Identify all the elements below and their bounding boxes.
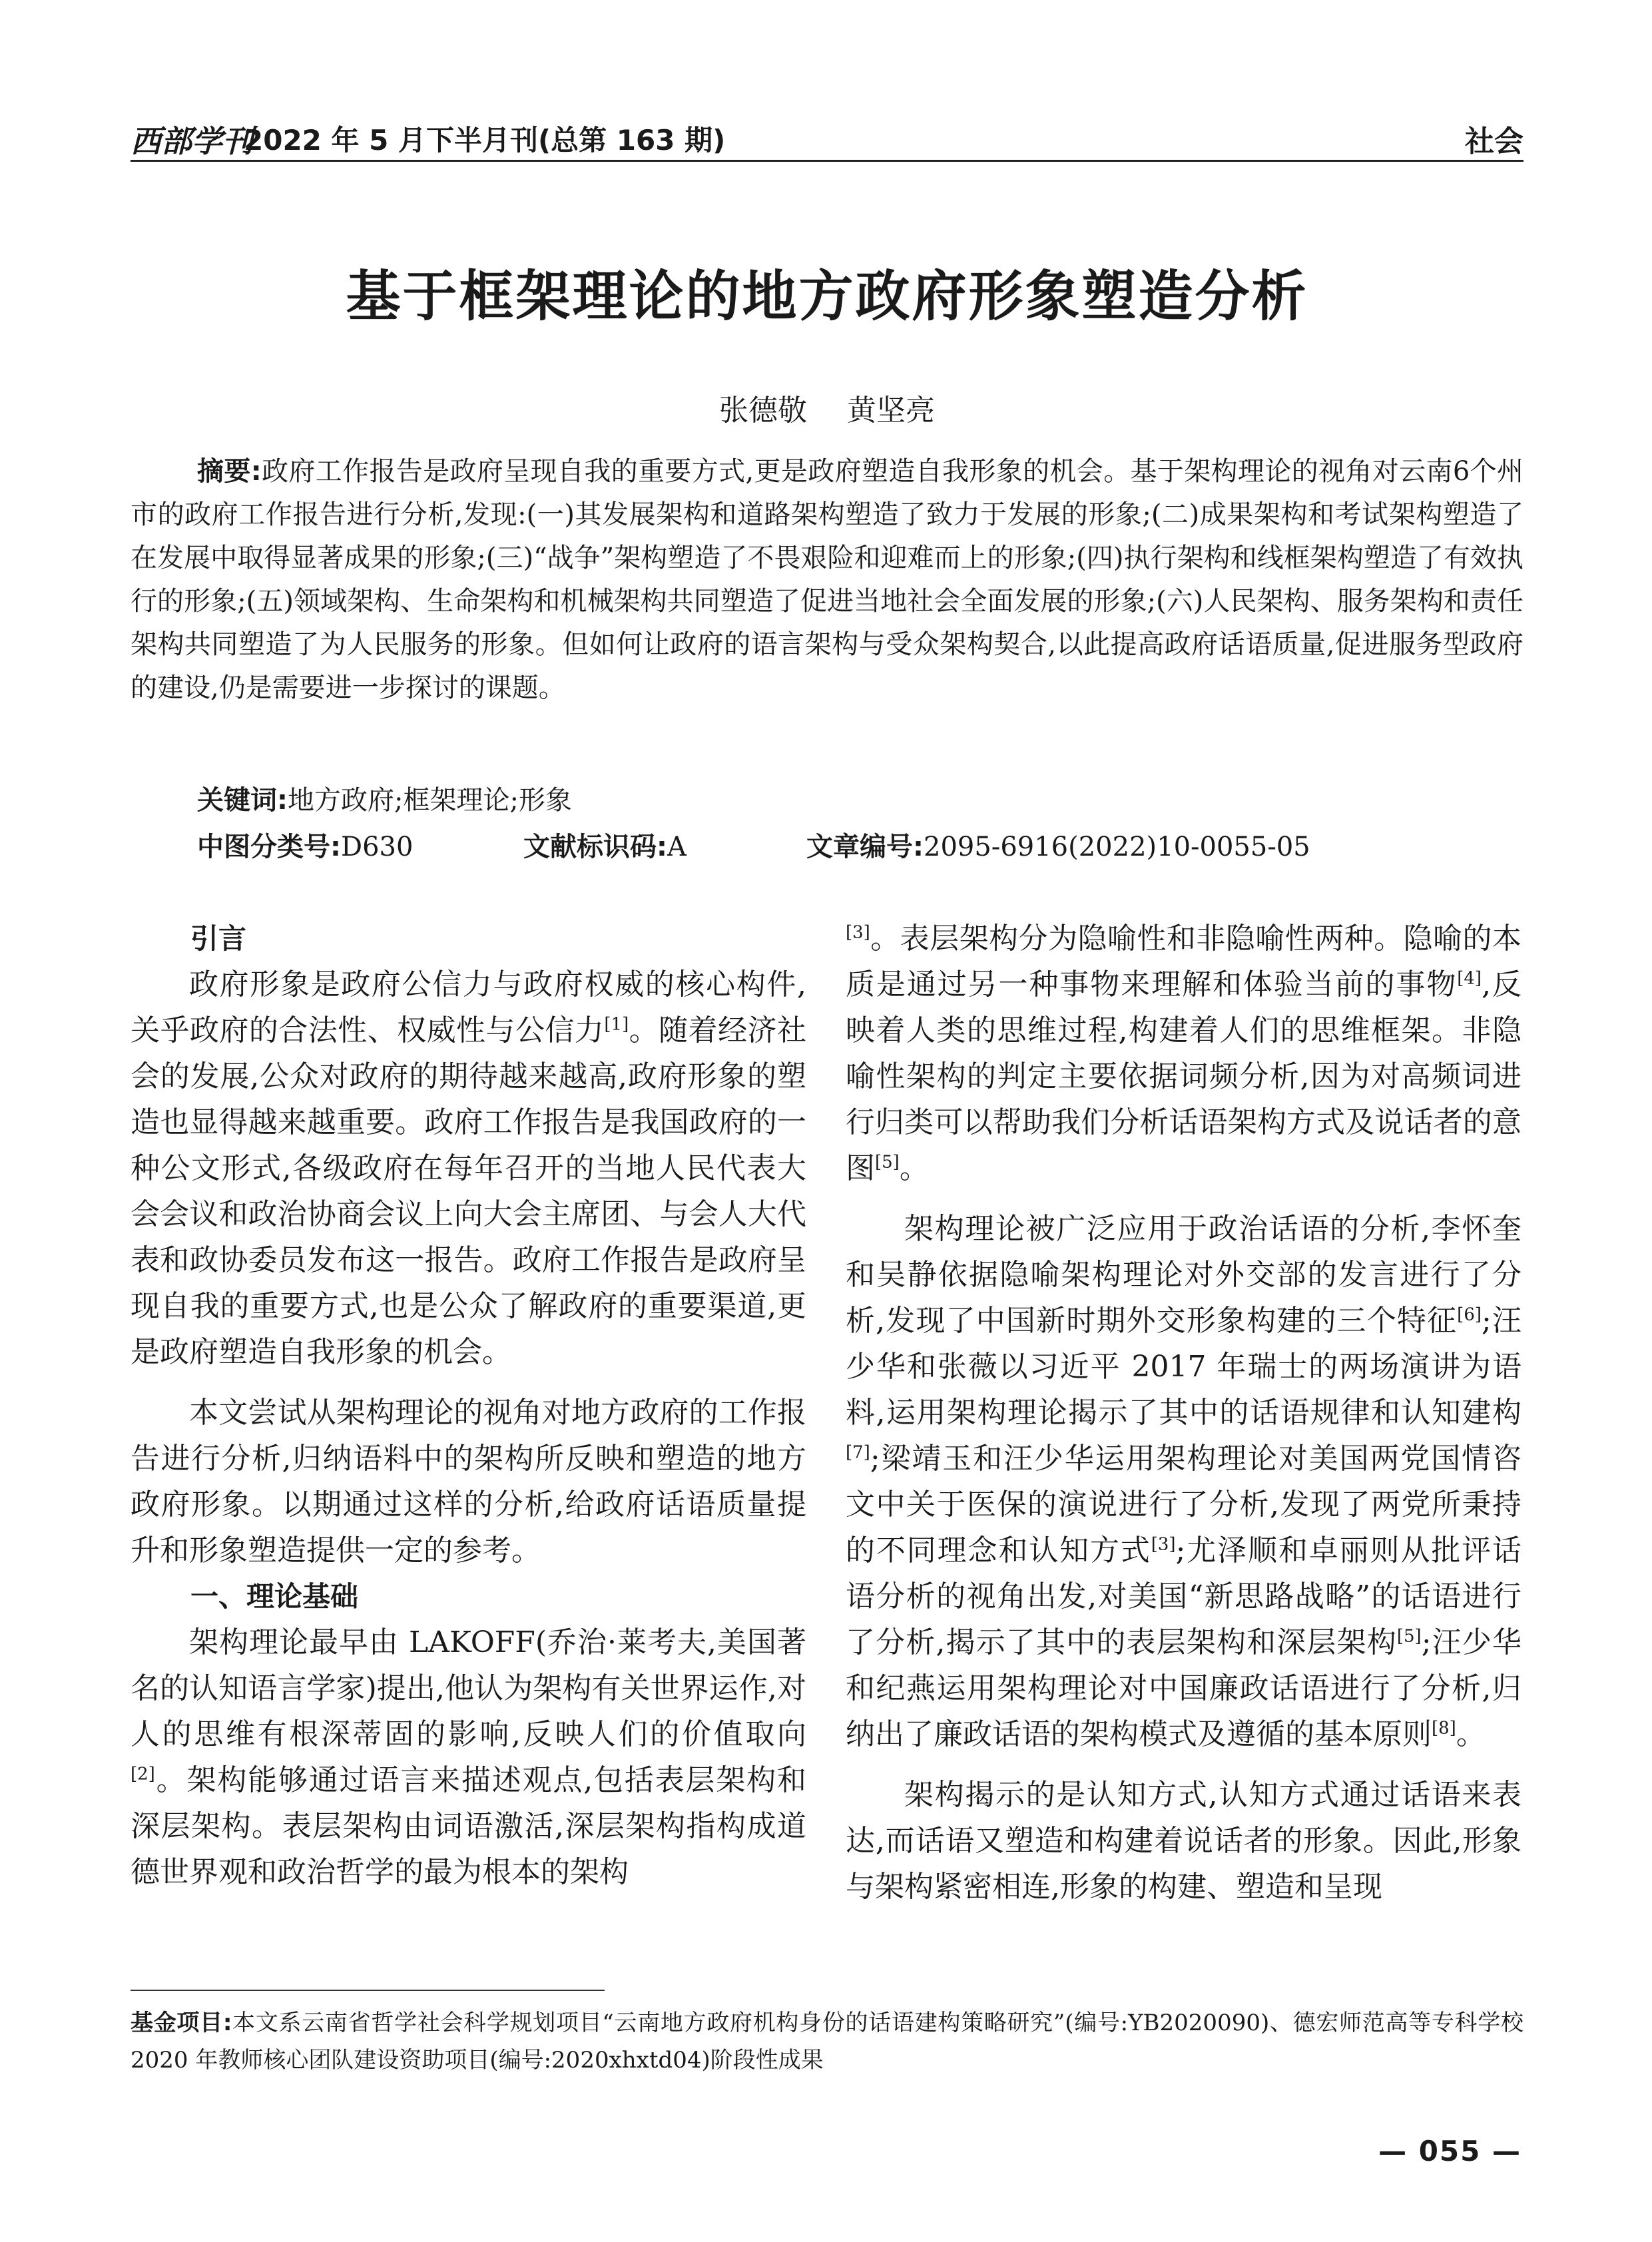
paragraph-continued: [3]。表层架构分为隐喻性和非隐喻性两种。隐喻的本质是通过另一种事物来理解和体验当前的事物[4],反映着人类的思维过程,构建着人们的思维框架。非隐喻性架构的判定主要依据词频分析,因为对高频词进行归类可以帮助我们分析话语架构方式及说话者的意图[5]。	[846, 922, 1521, 1185]
citation: [1]	[604, 1014, 629, 1035]
article-title: 基于框架理论的地方政府形象塑造分析	[346, 265, 1308, 328]
document-code: 文献标识码:A	[523, 832, 687, 862]
abstract	[131, 450, 1523, 710]
paragraph: 本文尝试从架构理论的视角对地方政府的工作报告进行分析,归纳语料中的架构所反映和塑造的地方政府形象。以期通过这样的分析,给政府话语质量提升和形象塑造提供一定的参考。	[131, 1396, 806, 1567]
abstract-text: 政府工作报告是政府呈现自我的重要方式,更是政府塑造自我形象的机会。基于架构理论的视角对云南6个州市的政府工作报告进行分析,发现:(一)其发展架构和道路架构塑造了致力于发展的形象;(二)成果架构和考试架构塑造了在发展中取得显著成果的形象;(三)“战争”架构塑造了不畏艰险和迎难而上的形象;(四)执行架构和线框架构塑造了有效执行的形象;(五)领域架构、生命架构和机械架构共同塑造了促进当地社会全面发展的形象;(六)人民架构、服务架构和责任架构共同塑造了为人民服务的形象。但如何让政府的语言架构与受众架构契合,以此提高政府话语质量,促进服务型政府的建设,仍是需要进一步探讨的课题。	[131, 456, 1523, 703]
footnote-label: 基金项目:	[131, 2010, 232, 2036]
running-header	[131, 113, 1523, 162]
author-line	[131, 386, 1523, 429]
keywords-label: 关键词:	[197, 785, 288, 816]
citation: [7]	[846, 1442, 870, 1463]
issue-info: 2022 年 5 月下半月刊(总第 163 期)	[244, 124, 726, 156]
author-name: 黄坚亮	[847, 394, 935, 427]
body-column-right	[846, 916, 1521, 1910]
citation: [2]	[131, 1764, 155, 1785]
keywords	[197, 779, 572, 817]
funding-footnote	[131, 2004, 1523, 2079]
classification-line	[197, 826, 1522, 864]
paragraph: 架构理论被广泛应用于政治话语的分析,李怀奎和吴静依据隐喻架构理论对外交部的发言进行了分析,发现了中国新时期外交形象构建的三个特征[6];汪少华和张薇以习近平 2017 年瑞士的两场演讲为语料,运用架构理论揭示了其中的话语规律和认知建构[7];梁靖玉和汪少华运用架构理论对美国两党国情咨文中关于医保的演说进行了分析,发现了两党所秉持的不同理念和认知方式[3];尤泽顺和卓丽则从批评话语分析的视角出发,对美国“新思路战略”的话语进行了分析,揭示了其中的表层架构和深层架构[5];汪少华和纪燕运用架构理论对中国廉政话语进行了分析,归纳出了廉政话语的架构模式及遵循的基本原则[8]。	[846, 1212, 1522, 1751]
citation: [5]	[1396, 1626, 1422, 1647]
page-number: — 055 —	[1378, 2135, 1521, 2167]
citation: [6]	[1457, 1304, 1482, 1325]
author-name: 张德敬	[719, 394, 807, 427]
paragraph: 架构理论最早由 LAKOFF(乔治·莱考夫,美国著名的认知语言学家)提出,他认为架构有关世界运作,对人的思维有根深蒂固的影响,反映人们的价值取向[2]。架构能够通过语言来描述观点,包括表层架构和深层架构。表层架构由词语激活,深层架构指构成道德世界观和政治哲学的最为根本的架构	[131, 1625, 806, 1889]
citation: [8]	[1432, 1718, 1456, 1739]
clc-code: 中图分类号:D630	[197, 832, 413, 862]
section-heading: 引言	[190, 922, 247, 955]
abstract-label: 摘要:	[197, 456, 262, 487]
footnote-text: 本文系云南省哲学社会科学规划项目“云南地方政府机构身份的话语建构策略研究”(编号:YB2020090)、德宏师范高等专科学校 2020 年教师核心团队建设资助项目(编号:2020xhxtd04)阶段性成果	[131, 2010, 1523, 2074]
citation: [3]	[1151, 1534, 1176, 1555]
keywords-text: 地方政府;框架理论;形象	[288, 785, 572, 816]
article-number: 文章编号:2095-6916(2022)10-0055-05	[806, 832, 1310, 862]
footnote-divider	[131, 1990, 605, 1991]
paragraph: 政府形象是政府公信力与政府权威的核心构件,关乎政府的合法性、权威性与公信力[1]。随着经济社会的发展,公众对政府的期待越来越高,政府形象的塑造也显得越来越重要。政府工作报告是我国政府的一种公文形式,各级政府在每年召开的当地人民代表大会会议和政治协商会议上向大会主席团、与会人大代表和政协委员发布这一报告。政府工作报告是政府呈现自我的重要方式,也是公众了解政府的重要渠道,更是政府塑造自我形象的机会。	[131, 968, 807, 1369]
journal-name: 西部学刊	[131, 123, 253, 159]
section-heading: 一、理论基础	[190, 1580, 359, 1613]
citation: [4]	[1457, 968, 1482, 989]
citation: [3]	[846, 922, 870, 943]
section-tag: 社会	[1465, 125, 1523, 158]
citation: [5]	[875, 1152, 900, 1173]
paragraph: 架构揭示的是认知方式,认知方式通过话语来表达,而话语又塑造和构建着说话者的形象。因此,形象与架构紧密相连,形象的构建、塑造和呈现	[846, 1778, 1521, 1904]
body-column-left	[131, 916, 806, 1895]
